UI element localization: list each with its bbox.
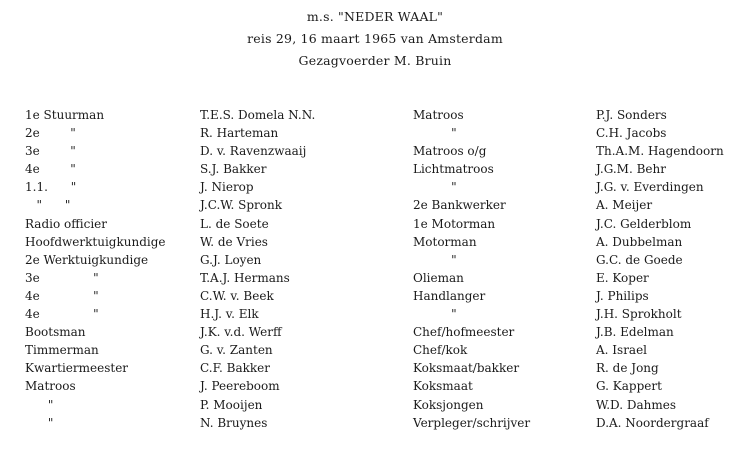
crew-name: T.E.S. Domela N.N. bbox=[200, 108, 316, 122]
crew-role: Matroos o/g bbox=[413, 144, 487, 159]
crew-name: C.W. v. Beek bbox=[200, 288, 274, 303]
ship-name: m.s. "NEDER WAAL" bbox=[306, 9, 444, 24]
crew-role: 2e Bankwerker bbox=[413, 198, 506, 213]
crew-name: T.A.J. Hermans bbox=[200, 270, 290, 285]
crew-name: E. Koper bbox=[596, 270, 649, 285]
crew-name: H.J. v. Elk bbox=[200, 307, 259, 322]
crew-role: " bbox=[413, 307, 457, 322]
crew-name: J.G.M. Behr bbox=[596, 162, 666, 177]
crew-role: 1e Motorman bbox=[413, 216, 496, 231]
crew-role: Motorman bbox=[413, 234, 477, 249]
crew-name: S.J. Bakker bbox=[200, 162, 267, 177]
crew-name: W.D. Dahmes bbox=[596, 397, 677, 412]
crew-name: G. v. Zanten bbox=[200, 343, 273, 358]
crew-name: L. de Soete bbox=[200, 216, 269, 231]
right-roles-column bbox=[413, 106, 593, 432]
crew-role: 3e " bbox=[25, 144, 76, 159]
crew-role: 2e " bbox=[25, 126, 76, 141]
crew-name: P. Mooijen bbox=[200, 397, 263, 412]
crew-role: " bbox=[413, 126, 457, 141]
crew-name: R. Harteman bbox=[200, 126, 279, 141]
crew-name: J. Peereboom bbox=[200, 379, 280, 394]
crew-role: 4e " bbox=[25, 288, 99, 303]
crew-name: C.F. Bakker bbox=[200, 361, 271, 376]
crew-role: Chef/kok bbox=[413, 343, 468, 358]
crew-name: R. de Jong bbox=[596, 361, 659, 376]
crew-role: 4e " bbox=[25, 307, 99, 322]
crew-name: J. Philips bbox=[596, 288, 649, 303]
right-names-column bbox=[596, 106, 746, 432]
left-roles-column bbox=[25, 106, 195, 432]
crew-name: W. de Vries bbox=[200, 234, 268, 249]
left-names-column bbox=[200, 106, 405, 432]
crew-name: D.A. Noordergraaf bbox=[596, 415, 709, 430]
crew-name: J.G. v. Everdingen bbox=[596, 180, 704, 195]
crew-name: G.C. de Goede bbox=[596, 252, 683, 267]
crew-role: 1e Stuurman bbox=[25, 108, 105, 122]
crew-role: Matroos bbox=[413, 108, 464, 122]
captain-line: Gezagvoerder M. Bruin bbox=[298, 53, 452, 68]
crew-name: P.J. Sonders bbox=[596, 108, 667, 122]
crew-role: 1.1. " bbox=[25, 180, 77, 195]
crew-role: Radio officier bbox=[25, 216, 108, 231]
crew-name: G.J. Loyen bbox=[200, 252, 262, 267]
crew-name: J.C.W. Spronk bbox=[200, 198, 282, 213]
crew-name: A. Israel bbox=[596, 343, 648, 358]
crew-name: J.B. Edelman bbox=[596, 325, 674, 340]
crew-role: Chef/hofmeester bbox=[413, 325, 515, 340]
crew-role: 3e " bbox=[25, 270, 99, 285]
crew-role: " bbox=[25, 415, 54, 430]
crew-role: Koksmaat bbox=[413, 379, 473, 394]
crew-name: Th.A.M. Hagendoorn bbox=[596, 144, 724, 159]
crew-role: " bbox=[25, 397, 54, 412]
crew-name: A. Meijer bbox=[596, 198, 653, 213]
crew-role: Handlanger bbox=[413, 288, 486, 303]
crew-role: 2e Werktuigkundige bbox=[25, 252, 149, 267]
crew-role: Kwartiermeester bbox=[25, 361, 129, 376]
crew-role: Koksmaat/bakker bbox=[413, 361, 520, 376]
crew-role: Olieman bbox=[413, 270, 464, 285]
crew-role: " " bbox=[25, 198, 71, 213]
crew-role: Bootsman bbox=[25, 325, 86, 340]
crew-role: Lichtmatroos bbox=[413, 162, 494, 177]
crew-name: D. v. Ravenzwaaij bbox=[200, 144, 307, 159]
crew-name: N. Bruynes bbox=[200, 415, 268, 430]
voyage-line: reis 29, 16 maart 1965 van Amsterdam bbox=[247, 31, 503, 46]
crew-name: C.H. Jacobs bbox=[596, 126, 667, 141]
crew-name: J. Nierop bbox=[200, 180, 254, 195]
crew-name: A. Dubbelman bbox=[596, 234, 683, 249]
crew-name: G. Kappert bbox=[596, 379, 662, 394]
crew-role: " bbox=[413, 180, 457, 195]
crew-role: Verpleger/schrijver bbox=[413, 415, 531, 430]
crew-role: " bbox=[413, 252, 457, 267]
crew-role: Hoofdwerktuigkundige bbox=[25, 234, 166, 249]
crew-name: J.H. Sprokholt bbox=[596, 307, 682, 322]
crew-role: 4e " bbox=[25, 162, 76, 177]
crew-name: J.C. Gelderblom bbox=[596, 216, 692, 231]
crew-role: Matroos bbox=[25, 379, 76, 394]
crew-role: Timmerman bbox=[25, 343, 99, 358]
crew-role: Koksjongen bbox=[413, 397, 484, 412]
crew-name: J.K. v.d. Werff bbox=[200, 325, 282, 340]
